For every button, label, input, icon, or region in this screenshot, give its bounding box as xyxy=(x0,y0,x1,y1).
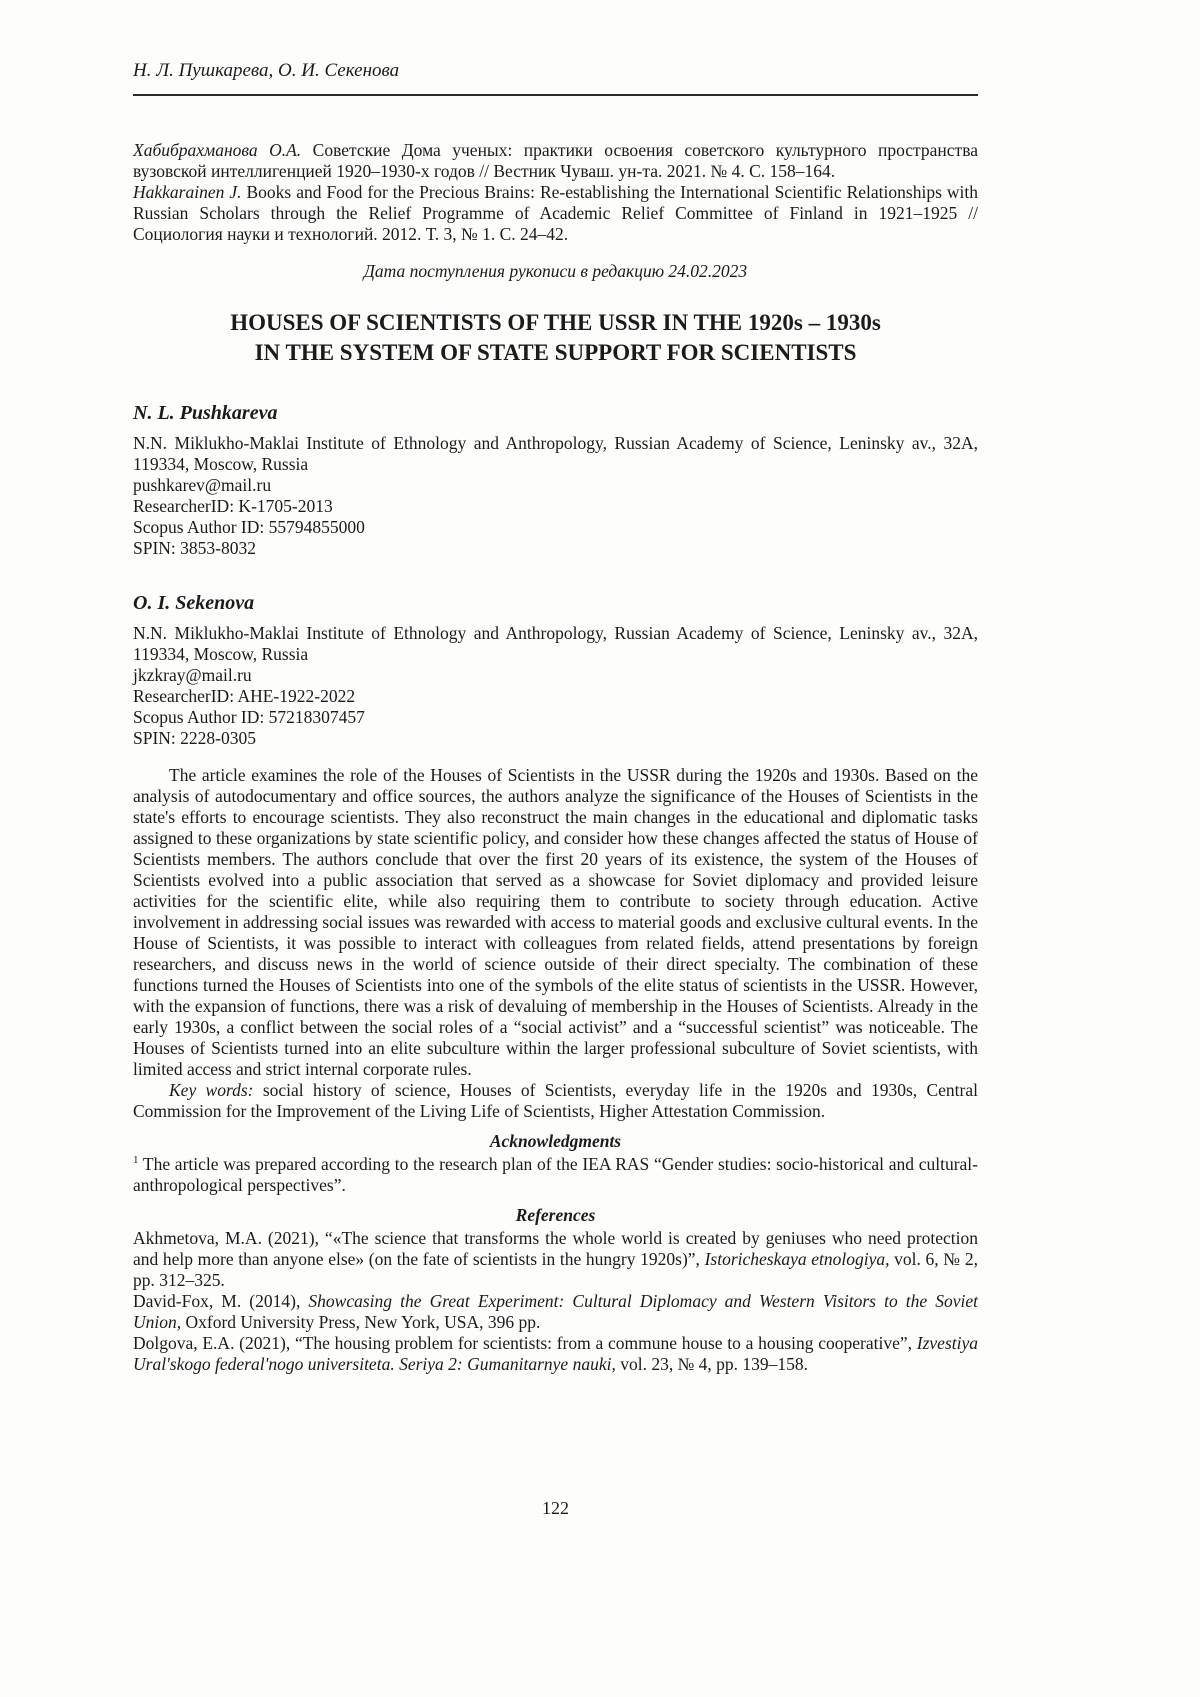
author-affiliation: N.N. Miklukho-Maklai Institute of Ethnology and Anthropology, Russian Academy of Science, Leninsky av., 32A, 119334, Moscow, Russia xyxy=(133,622,978,664)
running-header xyxy=(133,60,978,96)
footnote-text: The article was prepared according to the research plan of the IEA RAS “Gender studies: socio-historical and cultural-anthropological perspectives”. xyxy=(133,1153,978,1195)
front-references xyxy=(133,140,978,245)
article-title-line-2: IN THE SYSTEM OF STATE SUPPORT FOR SCIENTISTS xyxy=(254,340,857,366)
reference-entry xyxy=(133,182,978,245)
reference-source: Izvestiya Ural'skogo federal'nogo universiteta. Seriya 2: Gumanitarnye nauki, xyxy=(133,1332,978,1374)
reference-author: Hakkarainen J. xyxy=(133,181,242,202)
author-researcher-id: ResearcherID: AHE-1922-2022 xyxy=(133,685,356,706)
author-name: N. L. Pushkareva xyxy=(133,401,278,424)
reference-post: vol. 6, № 2, pp. 312–325. xyxy=(133,1248,978,1290)
submission-date-line: Дата поступления рукописи в редакцию 24.02.2023 xyxy=(363,260,748,281)
author-spin: SPIN: 2228-0305 xyxy=(133,727,256,748)
reference-item xyxy=(133,1291,978,1333)
author-spin: SPIN: 3853-8032 xyxy=(133,537,256,558)
author-name: O. I. Sekenova xyxy=(133,591,255,614)
page-content xyxy=(133,60,978,1375)
acknowledgments-heading: Acknowledgments xyxy=(489,1130,622,1151)
keywords-label: Key words: xyxy=(169,1079,254,1100)
abstract: The article examines the role of the Houses of Scientists in the USSR during the 1920s and 1930s. Based on the analysis of autodocumentary and office sources, the authors analyze the significance of the Houses of Scientists in the state's efforts to encourage scientists. They also reconstruct the main changes in the educational and diplomatic tasks assigned to these organizations by state scientific policy, and consider how these changes affected the status of House of Scientists members. The authors conclude that over the first 20 years of its existence, the system of the Houses of Scientists evolved into a public association that served as a showcase for Soviet diplomacy and provided leisure activities for the scientific elite, while also requiring them to contribute to society through education. Active involvement in addressing social issues was rewarded with access to material goods and exclusive cultural events. In the House of Scientists, it was possible to interact with colleagues from related fields, attend presentations by foreign researchers, and discuss news in the world of science outside of their direct specialty. The combination of these functions turned the Houses of Scientists into one of the symbols of the elite status of scientists in the USSR. However, with the expansion of functions, there was a risk of devaluing of membership in the Houses of Scientists. Already in the early 1930s, a conflict between the social roles of a “social activist” and a “successful scientist” was noticeable. The Houses of Scientists turned into an elite subculture within the larger professional subculture of Soviet scientists, with limited access and strict internal corporate rules. xyxy=(133,764,978,1079)
reference-item xyxy=(133,1333,978,1375)
reference-entry xyxy=(133,140,978,182)
acknowledgments-footnote xyxy=(133,1154,978,1196)
reference-source: Showcasing the Great Experiment: Cultural Diplomacy and Western Visitors to the Soviet Union, xyxy=(133,1290,978,1332)
reference-pre: Dolgova, E.A. (2021), “The housing problem for scientists: from a commune house to a housing cooperative”, xyxy=(133,1332,917,1353)
reference-item xyxy=(133,1228,978,1291)
reference-pre: Akhmetova, M.A. (2021), “«The science that transforms the whole world is created by geniuses who need protection and help more than anyone else» (on the fate of scientists in the hungry 1920s)”, xyxy=(133,1227,978,1269)
author-scopus-id: Scopus Author ID: 55794855000 xyxy=(133,516,365,537)
author-email: pushkarev@mail.ru xyxy=(133,474,272,495)
reference-author: Хабибрахманова О.А. xyxy=(133,139,302,160)
reference-text: Books and Food for the Precious Brains: Re-establishing the International Scientific Relationships with Russian Scholars through the Relief Programme of Academic Relief Committee of Finland in 1921–1925 // Социология науки и технологий. 2012. Т. 3, № 1. С. 24–42. xyxy=(133,181,978,244)
author-block-sekenova xyxy=(133,591,978,749)
article-title-line-1: HOUSES OF SCIENTISTS OF THE USSR IN THE 1920s – 1930s xyxy=(230,309,881,335)
author-affiliation: N.N. Miklukho-Maklai Institute of Ethnology and Anthropology, Russian Academy of Science, Leninsky av., 32A, 119334, Moscow, Russia xyxy=(133,432,978,474)
article-title xyxy=(133,308,978,369)
references-list xyxy=(133,1228,978,1375)
reference-post: Oxford University Press, New York, USA, 396 pp. xyxy=(181,1311,541,1332)
author-scopus-id: Scopus Author ID: 57218307457 xyxy=(133,706,365,727)
footnote-marker: 1 xyxy=(133,1153,139,1166)
reference-pre: David-Fox, M. (2014), xyxy=(133,1290,309,1311)
author-researcher-id: ResearcherID: K-1705-2013 xyxy=(133,495,333,516)
references-heading: References xyxy=(515,1204,596,1225)
reference-source: Istoricheskaya etnologiya, xyxy=(704,1248,890,1269)
reference-text: Советские Дома ученых: практики освоения советского культурного пространства вузовской интеллигенцией 1920–1930-х годов // Вестник Чуваш. ун-та. 2021. № 4. С. 158–164. xyxy=(133,139,979,181)
keywords-text: social history of science, Houses of Scientists, everyday life in the 1920s and 1930s, Central Commission for the Improvement of the Living Life of Scientists, Higher Attestation Commission. xyxy=(133,1079,979,1121)
reference-post: vol. 23, № 4, pp. 139–158. xyxy=(615,1353,809,1374)
page-number: 122 xyxy=(542,1498,569,1518)
keywords xyxy=(133,1080,978,1122)
author-email: jkzkray@mail.ru xyxy=(133,664,252,685)
author-block-pushkareva xyxy=(133,401,978,559)
running-header-authors: Н. Л. Пушкарева, О. И. Секенова xyxy=(133,60,400,81)
